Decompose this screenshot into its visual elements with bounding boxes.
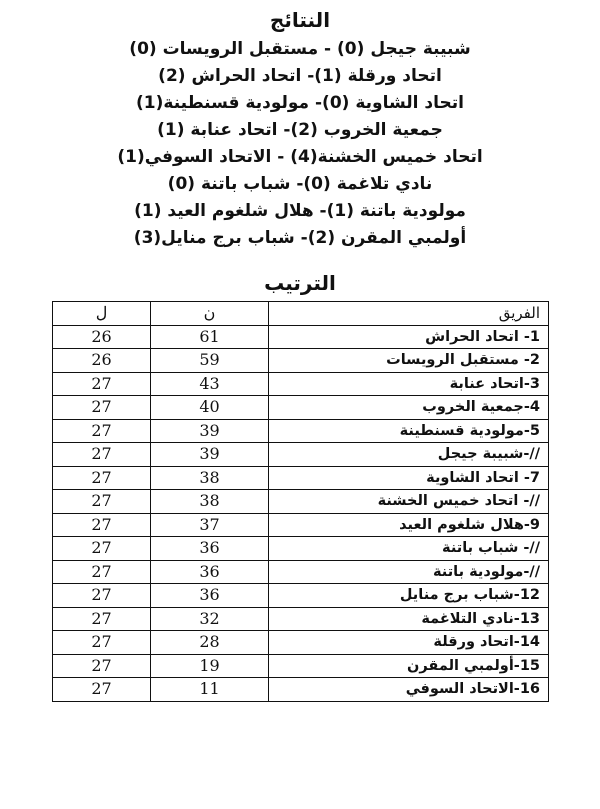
points-cell: 19 bbox=[151, 654, 269, 678]
points-cell: 36 bbox=[151, 584, 269, 608]
team-cell: 12-شباب برج منايل bbox=[269, 584, 549, 608]
points-cell: 59 bbox=[151, 349, 269, 373]
team-cell: //- شباب باتنة bbox=[269, 537, 549, 561]
table-row bbox=[53, 466, 549, 490]
points-cell: 43 bbox=[151, 372, 269, 396]
team-cell: 16-الاتحاد السوفي bbox=[269, 678, 549, 702]
played-cell: 27 bbox=[53, 443, 151, 467]
result-line: اتحاد خميس الخشنة(4) - الاتحاد السوفي(1) bbox=[117, 147, 483, 167]
table-row bbox=[53, 490, 549, 514]
table-row bbox=[53, 372, 549, 396]
points-cell: 32 bbox=[151, 607, 269, 631]
played-cell: 27 bbox=[53, 560, 151, 584]
points-cell: 36 bbox=[151, 537, 269, 561]
points-cell: 38 bbox=[151, 466, 269, 490]
team-cell: //-شبيبة جيجل bbox=[269, 443, 549, 467]
header-points: ن bbox=[151, 302, 269, 326]
table-row bbox=[53, 443, 549, 467]
played-cell: 27 bbox=[53, 584, 151, 608]
team-cell: 13-نادي التلاغمة bbox=[269, 607, 549, 631]
played-cell: 27 bbox=[53, 537, 151, 561]
points-cell: 38 bbox=[151, 490, 269, 514]
result-line: جمعية الخروب (2)- اتحاد عنابة (1) bbox=[157, 120, 443, 140]
table-row bbox=[53, 419, 549, 443]
played-cell: 27 bbox=[53, 607, 151, 631]
points-cell: 61 bbox=[151, 325, 269, 349]
points-cell: 40 bbox=[151, 396, 269, 420]
header-team: الفريق bbox=[269, 302, 549, 326]
team-cell: //- اتحاد خميس الخشنة bbox=[269, 490, 549, 514]
results-title: النتائج bbox=[269, 8, 331, 32]
played-cell: 26 bbox=[53, 349, 151, 373]
result-line: شبيبة جيجل (0) - مستقبل الرويسات (0) bbox=[129, 39, 471, 59]
table-row bbox=[53, 349, 549, 373]
results-list bbox=[0, 36, 600, 252]
table-row bbox=[53, 513, 549, 537]
result-line: نادي تلاغمة (0)- شباب باتنة (0) bbox=[167, 174, 433, 194]
played-cell: 27 bbox=[53, 490, 151, 514]
points-cell: 39 bbox=[151, 443, 269, 467]
team-cell: //-مولودية باتنة bbox=[269, 560, 549, 584]
table-row bbox=[53, 607, 549, 631]
table-row bbox=[53, 654, 549, 678]
played-cell: 27 bbox=[53, 466, 151, 490]
played-cell: 26 bbox=[53, 325, 151, 349]
result-line: مولودية باتنة (1)- هلال شلغوم العيد (1) bbox=[134, 201, 466, 221]
standings-table bbox=[52, 301, 549, 702]
played-cell: 27 bbox=[53, 654, 151, 678]
result-line: اتحاد ورقلة (1)- اتحاد الحراش (2) bbox=[158, 66, 442, 86]
played-cell: 27 bbox=[53, 513, 151, 537]
header-played: ل bbox=[53, 302, 151, 326]
points-cell: 37 bbox=[151, 513, 269, 537]
standings-title: الترتيب bbox=[264, 271, 336, 295]
table-row bbox=[53, 631, 549, 655]
points-cell: 39 bbox=[151, 419, 269, 443]
played-cell: 27 bbox=[53, 419, 151, 443]
played-cell: 27 bbox=[53, 678, 151, 702]
table-header-row bbox=[53, 302, 549, 326]
team-cell: 1- اتحاد الحراش bbox=[269, 325, 549, 349]
table-row bbox=[53, 678, 549, 702]
table-row bbox=[53, 560, 549, 584]
table-row bbox=[53, 396, 549, 420]
table-row bbox=[53, 325, 549, 349]
team-cell: 5-مولودية قسنطينة bbox=[269, 419, 549, 443]
team-cell: 7- اتحاد الشاوية bbox=[269, 466, 549, 490]
points-cell: 11 bbox=[151, 678, 269, 702]
table-row bbox=[53, 537, 549, 561]
team-cell: 3-اتحاد عنابة bbox=[269, 372, 549, 396]
table-row bbox=[53, 584, 549, 608]
team-cell: 14-اتحاد ورقلة bbox=[269, 631, 549, 655]
result-line: أولمبي المقرن (2)- شباب برج منايل(3) bbox=[133, 228, 467, 248]
team-cell: 4-جمعية الخروب bbox=[269, 396, 549, 420]
played-cell: 27 bbox=[53, 372, 151, 396]
team-cell: 15-أولمبي المقرن bbox=[269, 654, 549, 678]
played-cell: 27 bbox=[53, 396, 151, 420]
team-cell: 9-هلال شلغوم العيد bbox=[269, 513, 549, 537]
team-cell: 2- مستقبل الرويسات bbox=[269, 349, 549, 373]
points-cell: 36 bbox=[151, 560, 269, 584]
played-cell: 27 bbox=[53, 631, 151, 655]
result-line: اتحاد الشاوية (0)- مولودية قسنطينة(1) bbox=[135, 93, 464, 113]
points-cell: 28 bbox=[151, 631, 269, 655]
